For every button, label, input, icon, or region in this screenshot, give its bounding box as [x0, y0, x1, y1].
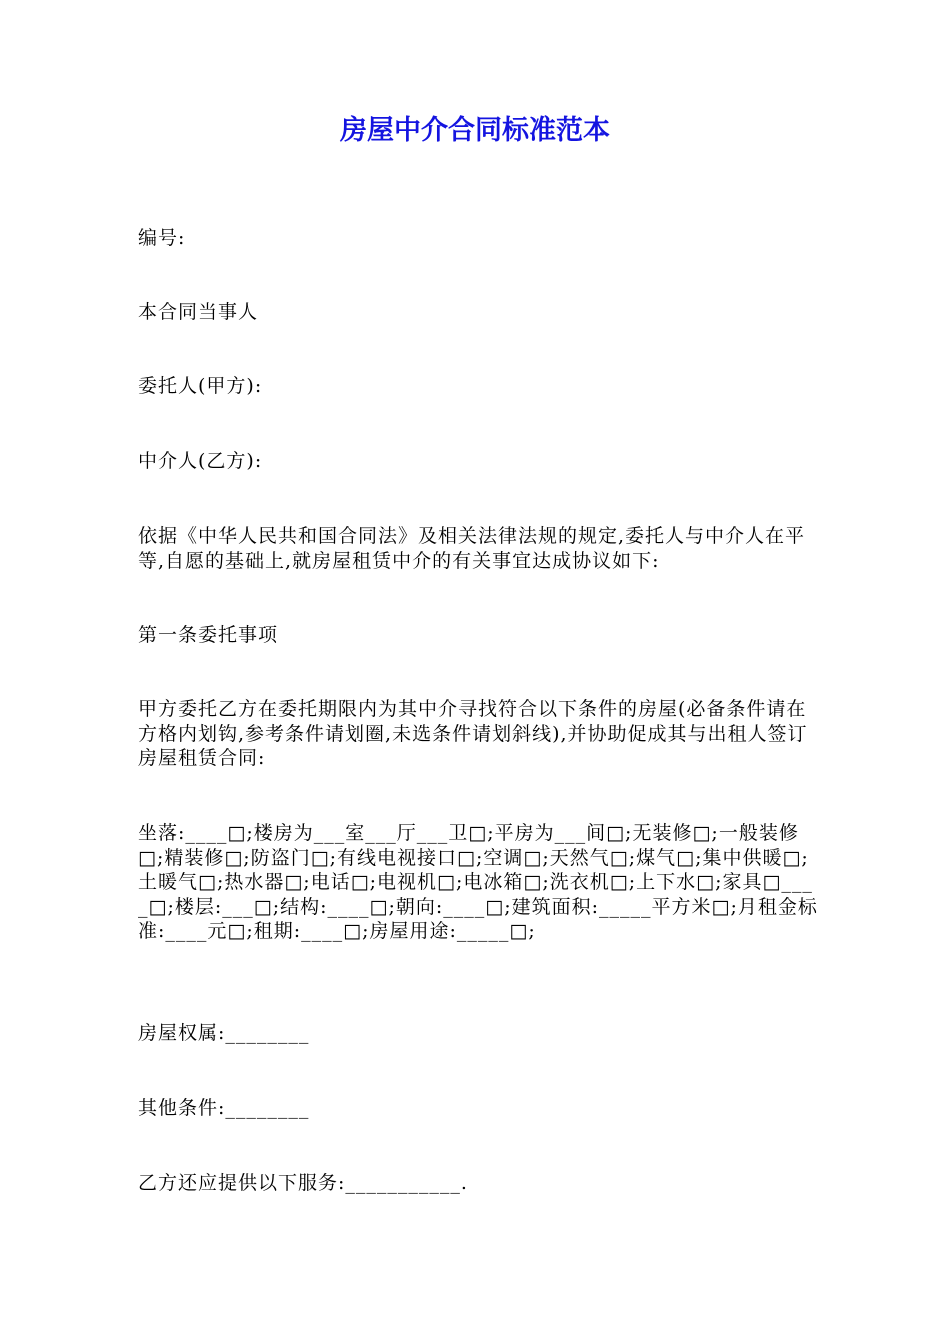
- contract-number-label: 编号:: [138, 227, 186, 249]
- party-b-label: 中介人(乙方):: [138, 450, 263, 472]
- article-one-body: 甲方委托乙方在委托期限内为其中介寻找符合以下条件的房屋(必备条件请在方格内划钩,参考条件请划圈,未选条件请划斜线),并协助促成其与出租人签订房屋租赁合同:: [138, 698, 808, 769]
- party-a-label: 委托人(甲方):: [138, 375, 263, 397]
- house-conditions-paragraph: 坐落:____□;楼房为___室___厅___卫□;平房为___间□;无装修□;一般装修□;精装修□;防盗门□;有线电视接口□;空调□;天然气□;煤气□;集中供暖□;土暖气□;热水器□;电话□;电视机□;电冰箱□;洗衣机□;上下水□;家具□____□;楼层:___□;结构:____□;朝向:____□;建筑面积:_____平方米□;月租金标准:____元□;租期:____□;房屋用途:_____□;: [138, 822, 818, 942]
- ownership-field: 房屋权属:________: [138, 1022, 310, 1044]
- document-title: 房屋中介合同标准范本: [340, 115, 610, 146]
- other-conditions-field: 其他条件:________: [138, 1097, 310, 1119]
- additional-services-field: 乙方还应提供以下服务:___________.: [138, 1172, 468, 1194]
- parties-heading: 本合同当事人: [138, 301, 259, 323]
- preamble-paragraph: 依据《中华人民共和国合同法》及相关法律法规的规定,委托人与中介人在平等,自愿的基础上,就房屋租赁中介的有关事宜达成协议如下:: [138, 525, 806, 572]
- article-one-heading: 第一条委托事项: [138, 624, 279, 646]
